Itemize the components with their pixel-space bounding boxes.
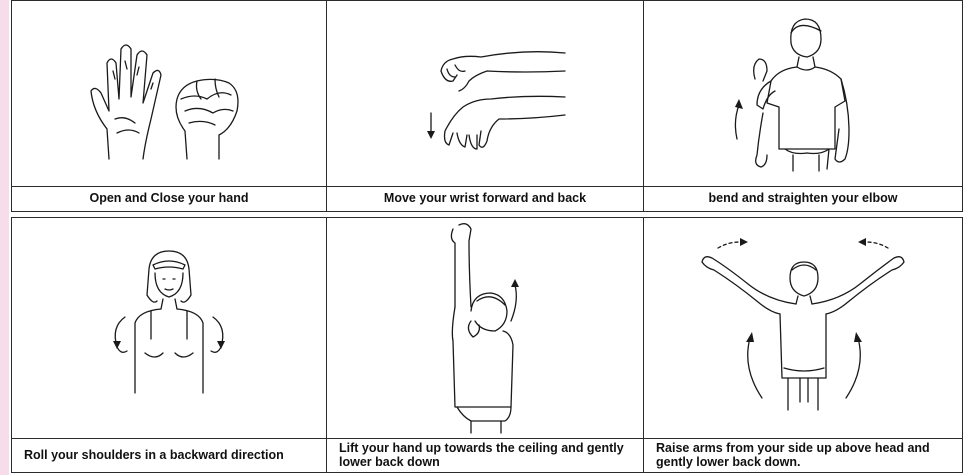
exercise-grid-bottom: [11, 217, 963, 473]
shoulder-roll-illustration: [12, 218, 326, 438]
elbow-bend-illustration: [644, 1, 962, 186]
exercise-caption: Lift your hand up towards the ceiling and gently lower back down: [327, 438, 643, 472]
exercise-cell-elbow: [644, 1, 962, 211]
exercise-caption: Move your wrist forward and back: [327, 186, 643, 211]
exercise-caption: bend and straighten your elbow: [644, 186, 962, 211]
exercise-caption: Raise arms from your side up above head and gently lower back down.: [644, 438, 962, 472]
exercise-cell-hand: [12, 1, 327, 211]
exercise-cell-shoulder: [12, 218, 327, 472]
wrist-flex-illustration: [327, 1, 643, 186]
arm-raise-side-illustration: [644, 218, 962, 438]
exercise-caption: Open and Close your hand: [12, 186, 326, 211]
exercise-cell-wrist: [327, 1, 644, 211]
exercise-caption: Roll your shoulders in a backward direction: [12, 438, 326, 472]
exercise-cell-arm-side: [644, 218, 962, 472]
exercise-grid-top: [11, 0, 963, 212]
exercise-cell-arm-front: [327, 218, 644, 472]
arm-raise-front-illustration: [327, 218, 643, 438]
page-margin-strip: [0, 0, 9, 475]
hand-open-close-illustration: [12, 1, 326, 186]
